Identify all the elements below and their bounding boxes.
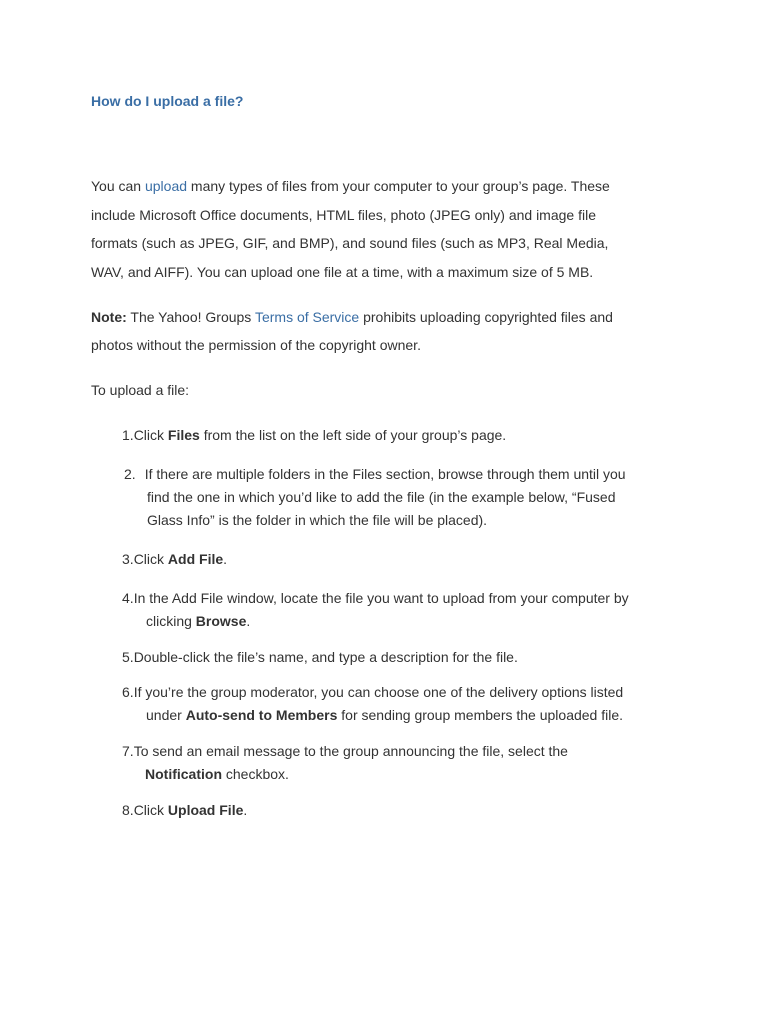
step-text: If you’re the group moderator, you can choose one of the delivery options listed [133,684,624,700]
step-text: In the Add File window, locate the file you want to upload from your computer by [133,590,629,606]
step-text: If there are multiple folders in the Files section, browse through them until you [144,466,626,482]
upload-link[interactable]: upload [144,178,188,194]
terms-of-service-link[interactable]: Terms of Service [254,309,360,325]
step-text-continued [122,610,682,633]
step-text: from the list on the left side of your group’s page. [199,427,507,443]
step-text: Double-click the file’s name, and type a description for the file. [133,649,518,665]
step-text: . [243,802,248,818]
step-text: under [146,707,186,723]
step-number: 7. [122,743,134,759]
step-4 [122,587,682,633]
note-text: prohibits uploading copyrighted files and [359,309,613,325]
intro-text: many types of files from your computer to your group’s page. These [187,178,610,194]
step-number: 5. [122,649,134,665]
step-7 [122,740,682,786]
intro-text: You can [91,178,145,194]
step-number: 2. [124,466,136,482]
step-text-continued [122,704,682,727]
step-text-continued [122,763,682,786]
note-label: Note: [91,309,127,325]
note-paragraph [91,303,691,359]
intro-paragraph [91,172,691,286]
step-text: checkbox. [222,766,289,782]
step-keyword: Upload File [167,802,244,818]
step-text: Click [133,551,168,567]
step-text: . [223,551,228,567]
intro-text: include Microsoft Office documents, HTML files, photo (JPEG only) and image file [91,206,596,223]
step-number: 1. [122,427,134,443]
intro-text: formats (such as JPEG, GIF, and BMP), and sound files (such as MP3, Real Media, [91,235,609,251]
step-6 [122,681,682,727]
note-text: photos without the permission of the copyright owner. [91,337,421,353]
step-text: Click [133,802,168,818]
step-text: Click [133,427,168,443]
step-3 [122,548,682,571]
step-text: clicking [146,613,196,629]
step-keyword: Notification [145,766,222,782]
step-text: for sending group members the uploaded file. [337,707,624,723]
step-5 [122,646,682,669]
step-keyword: Auto-send to Members [185,707,338,723]
step-number: 3. [122,551,134,567]
step-keyword: Add File [167,551,224,567]
step-text: To send an email message to the group announcing the file, select the [133,743,568,759]
step-text: find the one in which you’d like to add the file (in the example below, “Fused [147,489,616,505]
page-title: How do I upload a file? [91,93,244,109]
step-keyword: Files [167,427,200,443]
step-number: 6. [122,684,134,700]
intro-text: WAV, and AIFF). You can upload one file at a time, with a maximum size of 5 MB. [91,263,594,280]
step-keyword: Browse [195,613,247,629]
step-number: 8. [122,802,134,818]
step-1 [122,424,682,447]
step-number: 4. [122,590,134,606]
step-8 [122,799,682,822]
note-text: The Yahoo! Groups [126,309,255,325]
step-2 [124,463,684,532]
step-text: . [246,613,251,629]
steps-intro: To upload a file: [91,382,190,398]
step-text: Glass Info” is the folder in which the file will be placed). [147,512,488,528]
